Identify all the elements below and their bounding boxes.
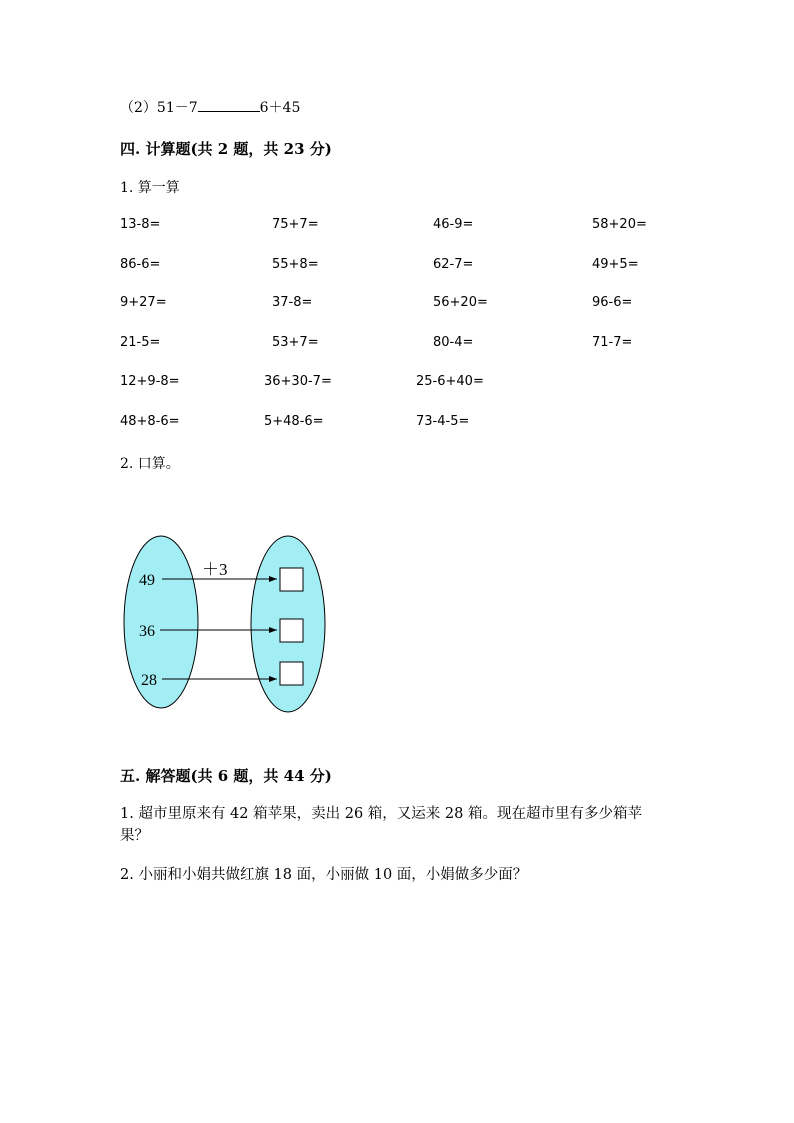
calc-item: 5+48-6=: [264, 414, 324, 429]
compare-question-2: [120, 97, 300, 117]
word-problem-line: 1. 超市里原来有 42 箱苹果，卖出 26 箱，又运来 28 箱。现在超市里有多少箱苹: [120, 806, 642, 822]
compare-left: （2）51－7: [120, 100, 198, 116]
mapping-diagram: [110, 520, 350, 720]
calc-item: 36+30-7=: [264, 374, 332, 389]
input-ellipse: [124, 536, 198, 708]
calc-item: 46-9=: [433, 217, 474, 232]
calc-item: 37-8=: [272, 295, 313, 310]
answer-blank[interactable]: [198, 99, 260, 112]
calc-item: 53+7=: [272, 335, 319, 350]
calc-item: 96-6=: [592, 295, 633, 310]
calc-item: 49+5=: [592, 257, 639, 272]
section-4-title: 四. 计算题(共 2 题，共 23 分): [120, 140, 332, 158]
word-problem-1: [120, 803, 642, 847]
q1-label: 1. 算一算: [120, 180, 180, 196]
calc-item: 25-6+40=: [416, 374, 484, 389]
calc-item: 62-7=: [433, 257, 474, 272]
input-number: 36: [139, 623, 155, 640]
answer-box[interactable]: [280, 568, 303, 591]
calc-item: 13-8=: [120, 217, 161, 232]
word-problem-2: 2. 小丽和小娟共做红旗 18 面，小丽做 10 面，小娟做多少面？: [120, 867, 528, 883]
calc-item: 48+8-6=: [120, 414, 180, 429]
calc-item: 86-6=: [120, 257, 161, 272]
section-5-title: 五. 解答题(共 6 题，共 44 分): [120, 767, 332, 785]
calc-item: 75+7=: [272, 217, 319, 232]
answer-box[interactable]: [280, 619, 303, 642]
calc-item: 71-7=: [592, 335, 633, 350]
answer-box[interactable]: [280, 662, 303, 685]
word-problem-line: 果？: [120, 828, 149, 844]
calc-item: 80-4=: [433, 335, 474, 350]
operation-label: ＋3: [202, 560, 228, 579]
input-number: 49: [139, 572, 155, 589]
calc-item: 9+27=: [120, 295, 167, 310]
calc-item: 58+20=: [592, 217, 647, 232]
calc-item: 56+20=: [433, 295, 488, 310]
calc-item: 55+8=: [272, 257, 319, 272]
compare-right: 6＋45: [259, 100, 301, 116]
input-number: 28: [141, 672, 157, 689]
calc-item: 73-4-5=: [416, 414, 470, 429]
calc-item: 12+9-8=: [120, 374, 180, 389]
q2-label: 2. 口算。: [120, 456, 180, 472]
calc-item: 21-5=: [120, 335, 161, 350]
